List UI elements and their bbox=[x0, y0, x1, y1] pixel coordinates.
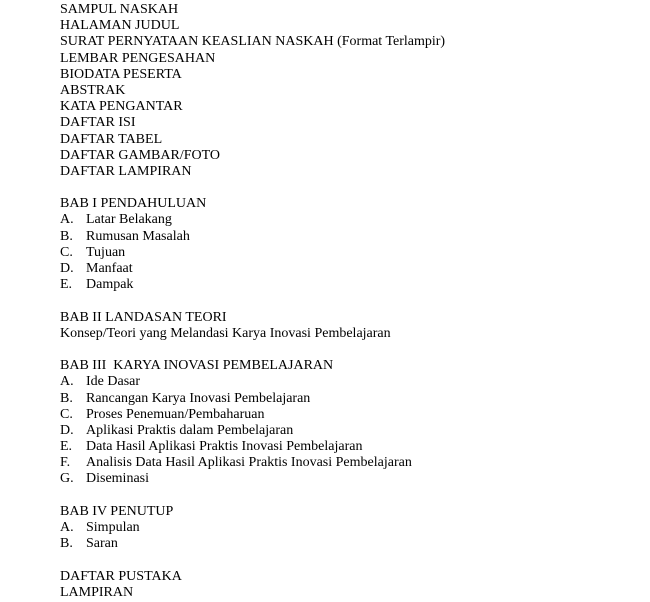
list-letter: B. bbox=[60, 536, 73, 552]
spacer bbox=[60, 342, 640, 358]
list-item bbox=[60, 374, 640, 390]
front-matter-item: DAFTAR LAMPIRAN bbox=[60, 163, 192, 179]
list-letter: G. bbox=[60, 471, 74, 487]
list-letter: E. bbox=[60, 277, 73, 293]
list-item bbox=[60, 520, 640, 536]
bab-2-section bbox=[60, 310, 640, 342]
list-letter: A. bbox=[60, 374, 74, 390]
list-item bbox=[60, 471, 640, 487]
list-text: Tujuan bbox=[86, 244, 126, 260]
list-letter: D. bbox=[60, 261, 74, 276]
spacer bbox=[60, 180, 640, 196]
front-matter-item: SAMPUL NASKAH bbox=[60, 2, 179, 17]
back-matter-list bbox=[60, 569, 640, 601]
list-letter: A. bbox=[60, 520, 74, 535]
list-item bbox=[60, 277, 640, 293]
list-text: Data Hasil Aplikasi Praktis Inovasi Pembelajaran bbox=[86, 439, 363, 455]
list-item bbox=[60, 407, 640, 423]
list-letter: F. bbox=[60, 455, 71, 471]
back-matter-item: DAFTAR PUSTAKA bbox=[60, 568, 182, 584]
list-letter: E. bbox=[60, 439, 73, 455]
list-text: Manfaat bbox=[86, 261, 133, 276]
list-letter: A. bbox=[60, 212, 74, 228]
list-letter: D. bbox=[60, 422, 74, 438]
list-item bbox=[60, 423, 640, 439]
front-matter-item: DAFTAR ISI bbox=[60, 115, 136, 131]
list-text: Latar Belakang bbox=[86, 212, 172, 228]
spacer bbox=[60, 488, 640, 504]
bab-2-title: BAB II LANDASAN TEORI bbox=[60, 309, 227, 325]
list-item bbox=[60, 261, 640, 277]
front-matter-list bbox=[60, 2, 640, 180]
bab-1-title: BAB I PENDAHULUAN bbox=[60, 196, 207, 212]
document-outline bbox=[60, 2, 640, 601]
bab-3-title: BAB III KARYA INOVASI PEMBELAJARAN bbox=[60, 358, 334, 374]
list-text: Rancangan Karya Inovasi Pembelajaran bbox=[86, 390, 311, 406]
front-matter-item: KATA PENGANTAR bbox=[60, 99, 183, 115]
list-text: Saran bbox=[86, 536, 118, 552]
list-text: Diseminasi bbox=[86, 471, 149, 487]
list-letter: C. bbox=[60, 244, 73, 260]
bab-2-subtitle: Konsep/Teori yang Melandasi Karya Inovasi Pembelajaran bbox=[60, 325, 391, 341]
list-item bbox=[60, 212, 640, 228]
front-matter-item: SURAT PERNYATAAN KEASLIAN NASKAH (Format Terlampir) bbox=[60, 34, 446, 50]
front-matter-item: DAFTAR GAMBAR/FOTO bbox=[60, 147, 221, 163]
list-text: Simpulan bbox=[86, 520, 140, 535]
list-text: Rumusan Masalah bbox=[86, 228, 190, 244]
list-letter: B. bbox=[60, 228, 73, 244]
list-item bbox=[60, 391, 640, 407]
list-item bbox=[60, 229, 640, 245]
bab-4-title: BAB IV PENUTUP bbox=[60, 503, 174, 519]
front-matter-item: DAFTAR TABEL bbox=[60, 131, 163, 147]
front-matter-item: LEMBAR PENGESAHAN bbox=[60, 50, 216, 66]
bab-3-section bbox=[60, 358, 640, 488]
front-matter-item: ABSTRAK bbox=[60, 82, 126, 98]
front-matter-item: HALAMAN JUDUL bbox=[60, 18, 180, 34]
list-text: Aplikasi Praktis dalam Pembelajaran bbox=[86, 422, 294, 438]
spacer bbox=[60, 552, 640, 568]
list-letter: B. bbox=[60, 390, 73, 406]
list-item bbox=[60, 245, 640, 261]
bab-4-section bbox=[60, 504, 640, 553]
list-text: Ide Dasar bbox=[86, 374, 141, 390]
list-text: Proses Penemuan/Pembaharuan bbox=[86, 406, 265, 422]
bab-1-section bbox=[60, 196, 640, 293]
list-text: Dampak bbox=[86, 277, 134, 293]
spacer bbox=[60, 293, 640, 309]
list-item bbox=[60, 536, 640, 552]
front-matter-item: BIODATA PESERTA bbox=[60, 66, 182, 82]
list-item bbox=[60, 439, 640, 455]
list-item bbox=[60, 455, 640, 471]
back-matter-item: LAMPIRAN bbox=[60, 584, 134, 600]
list-letter: C. bbox=[60, 406, 73, 422]
list-text: Analisis Data Hasil Aplikasi Praktis Inovasi Pembelajaran bbox=[86, 455, 412, 471]
